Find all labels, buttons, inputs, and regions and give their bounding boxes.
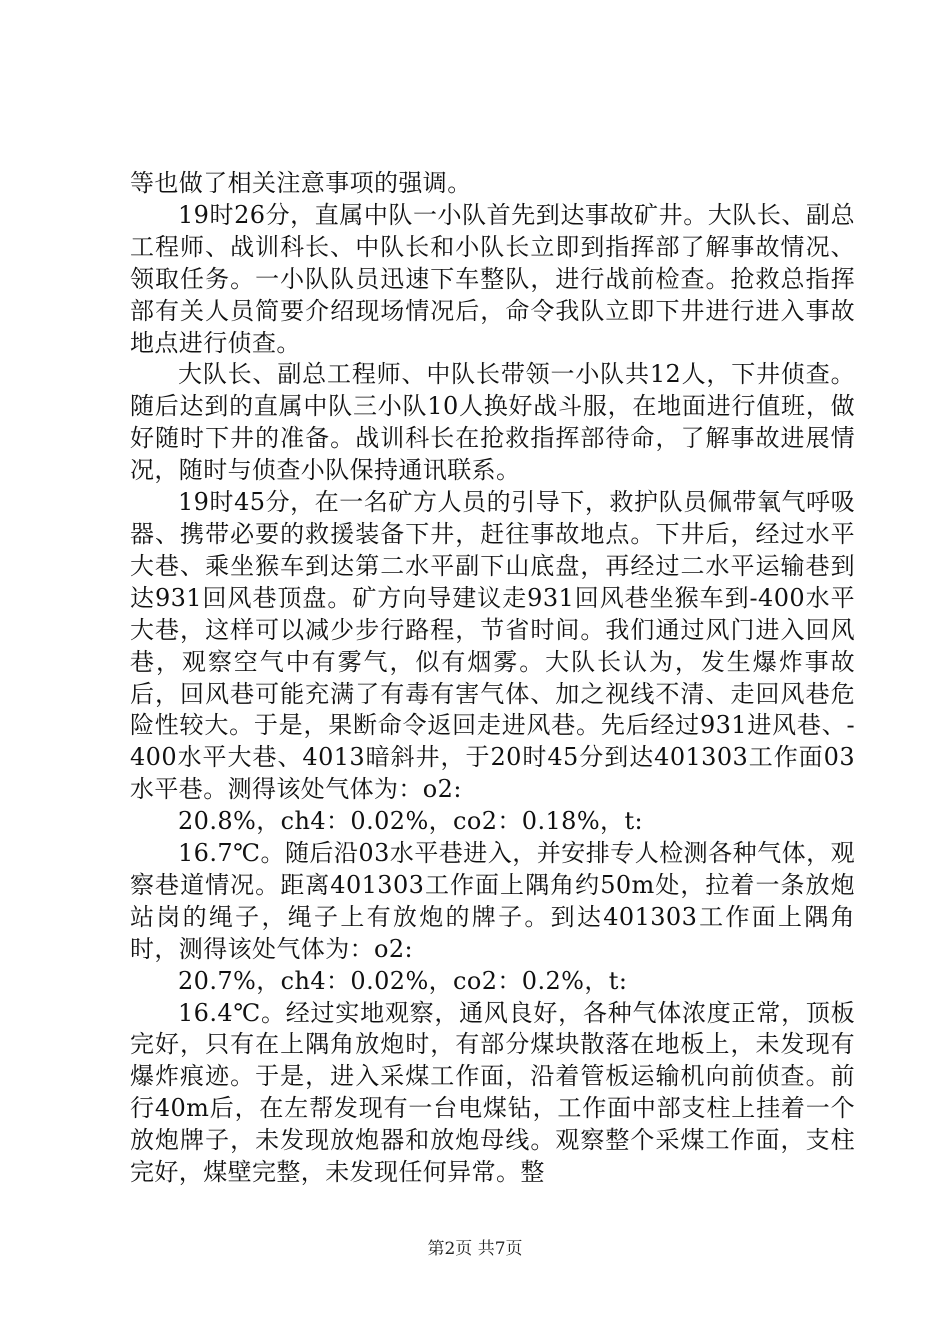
document-body (130, 168, 855, 1189)
page-footer: 第2页 共7页 (427, 1239, 523, 1259)
paragraph-6: 16.7℃。随后沿03水平巷进入，并安排专人检测各种气体，观察巷道情况。距离401303工作面上隅角约50m处，拉着一条放炮站岗的绳子，绳子上有放炮的牌子。到达401303工作面上隅角时，测得该处气体为：o2: (130, 839, 855, 963)
paragraph-1: 等也做了相关注意事项的强调。 (130, 169, 472, 197)
paragraph-4: 19时45分，在一名矿方人员的引导下，救护队员佩带氧气呼吸器、携带必要的救援装备下井，赶往事故地点。下井后，经过水平大巷、乘坐猴车到达第二水平副下山底盘，再经过二水平运输巷到达931回风巷顶盘。矿方向导建议走931回风巷坐猴车到-400水平大巷，这样可以减少步行路程，节省时间。我们通过风门进入回风巷，观察空气中有雾气，似有烟雾。大队长认为，发生爆炸事故后，回风巷可能充满了有毒有害气体、加之视线不清、走回风巷危险性较大。于是，果断命令返回走进风巷。先后经过931进风巷、-400水平大巷、4013暗斜井，于20时45分到达401303工作面03水平巷。测得该处气体为：o2: (130, 488, 855, 804)
paragraph-8: 16.4℃。经过实地观察，通风良好，各种气体浓度正常，顶板完好，只有在上隅角放炮时，有部分煤块散落在地板上，未发现有爆炸痕迹。于是，进入采煤工作面，沿着管板运输机向前侦查。前行40m后，在左帮发现有一台电煤钻，工作面中部支柱上挂着一个放炮牌子，未发现放炮器和放炮母线。观察整个采煤工作面，支柱完好，煤壁完整，未发现任何异常。整 (130, 998, 855, 1187)
paragraph-7: 20.7%，ch4：0.02%，co2：0.2%，t: (178, 966, 628, 995)
paragraph-5: 20.8%，ch4：0.02%，co2：0.18%，t: (178, 807, 643, 836)
paragraph-2: 19时26分，直属中队一小队首先到达事故矿井。大队长、副总工程师、战训科长、中队长和小队长立即到指挥部了解事故情况、领取任务。一小队队员迅速下车整队，进行战前检查。抢救总指挥部有关人员简要介绍现场情况后，命令我队立即下井进行进入事故地点进行侦查。 (130, 200, 855, 357)
paragraph-3: 大队长、副总工程师、中队长带领一小队共12人，下井侦查。随后达到的直属中队三小队10人换好战斗服，在地面进行值班，做好随时下井的准备。战训科长在抢救指挥部待命，了解事故进展情况，随时与侦查小队保持通讯联系。 (130, 360, 855, 485)
